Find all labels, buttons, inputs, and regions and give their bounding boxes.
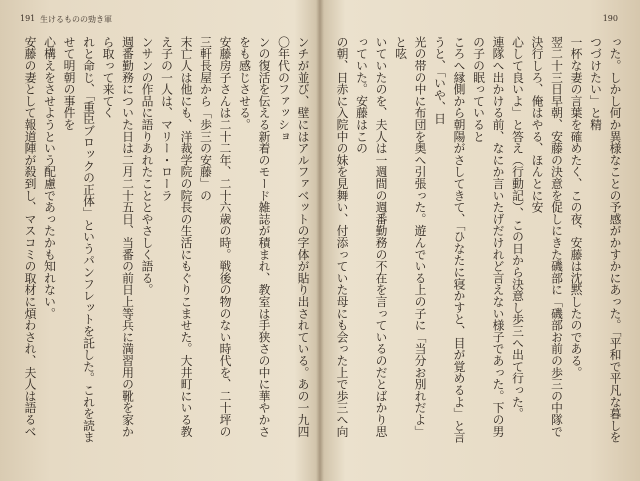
page-number-left: 191 [20,14,36,23]
text-line: 連隊へ出かける前、なにか言いたげだけれど言えない様子であった。下の男の子の眠っていると [471,36,505,438]
right-page-text [332,36,624,446]
text-line: った。しかし何か異様なことの予感がかすかにあった。「平和で平凡な暮しをつづけたい」と精 [588,36,622,444]
text-line: 末亡人は他にも、洋裁学院の院長の生活にもぐりこませた。大井町にいる教え子の一人は、マリー・ローラ [159,36,193,438]
text-line: 光の帯の中に布団を奥へ引張った。遊んでいる上の子に「当分お別れだよ」と呟 [393,36,427,438]
text-line: ころへ縁側から朝陽がさしてきて、「ひなたに寝かすと、目が覚めるよ」と言うと、「いや、日 [432,36,466,444]
left-page-text [18,36,312,446]
text-line: れと命じ、「重臣ブロックの正体」というパンフレットを託した。これを読ませて明朝の事件を [62,36,96,444]
text-line: 週番勤務についた日は二月二十五日、当番の前日上等兵に満習用の靴を家から取って来てく [101,36,135,438]
text-line: 安藤の妻として報道陣が殺到し、マスコミの取材に煩わされ、夫人は語るべ [23,36,37,438]
text-line: 心して良いよ」と答え（行動記）、この日から決意し歩三へ出て行った。 [510,36,525,420]
text-line: いていたのを、夫人は一週間の週番勤務の不在を言っているのだとばかり思っていた。安藤はこの [354,36,388,438]
text-line: ンチが並び、壁にはアルファベットの字体が貼り出されている。あの一九四〇年代のファッショ [276,36,310,438]
text-line: 一杯な妻の言葉を確めたく、この夜、安藤は沈黙したのである。 [569,36,583,379]
text-line: 心構えをさせようという配慮であったかも知れない。 [42,36,57,320]
page-number-right: 190 [602,14,618,23]
text-line: 翌二十三日早朝、安藤の決意を促しにきた磯部に「磯部お前の歩三の中隊で決行しろ、俺はやる、ほんとに安 [530,36,564,438]
text-line: ンの復活を伝える新着のモード雑誌が積まれ、教室は手狭さの中に華やかさをも感じさせる。 [237,36,271,438]
right-page [322,0,640,481]
left-page [0,0,318,481]
running-head: 生けるものの勁き軍 [40,15,112,24]
text-line: ンサンの作品に語りあれたこととやさしく語る。 [140,36,154,296]
text-line: の朝、日赤に入院中の妹を見舞い、付添っていた母にも会った上で歩三へ向 [335,36,349,438]
text-line: 安藤房子さんは二十二年、二十六歳の時。戦後の物のない時代を、二十坪の三軒長屋から「歩三の安藤」の [198,36,232,438]
